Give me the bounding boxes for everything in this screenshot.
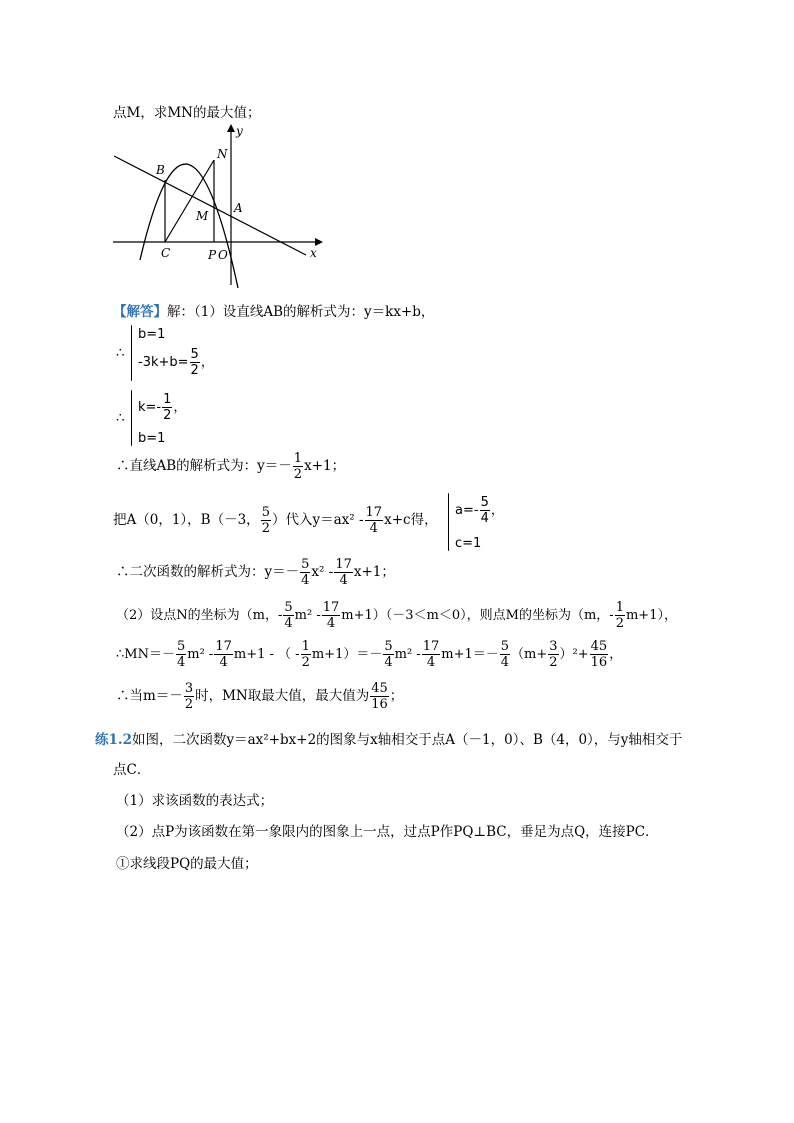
max-value-line: ∴当m＝－ $\frac{3}{2}$ 时，MN取最大值，最大值为 $\frac{45}{16}$ ； bbox=[116, 681, 404, 712]
sys2-line1: k=- $\frac{1}{2}$ ， bbox=[138, 392, 187, 423]
answer-tag: 【解答】 bbox=[113, 304, 167, 320]
exercise-q2-1: ①求线段PQ的最大值； bbox=[116, 856, 258, 872]
exercise-label: 练1.2 bbox=[95, 732, 132, 748]
line-ab bbox=[114, 156, 306, 255]
parabola-figure bbox=[108, 120, 323, 288]
exercise-line1: 练1.2如图，二次函数y＝ax²+bx+2的图象与x轴相交于点A（－1，0）、B（4，0），与y轴相交于 bbox=[95, 732, 683, 748]
sys2-line2: b=1 bbox=[138, 431, 166, 446]
exercise-line2: 点C． bbox=[113, 762, 151, 778]
mn-expression: ∴MN＝－ $\frac{5}{4}$ m² - $\frac{17}{4}$ m+1 - （ - $\frac{1}{2}$ m+1）＝－ $\frac{5}{4}$ m² - $\frac{17}{4}$ m+1＝－ $\frac{5}{4}$ （m+ $\frac{3}{2}$ ）²+ $\frac{45}{16}$ ， bbox=[116, 639, 623, 670]
x-axis-arrow bbox=[315, 238, 323, 246]
substitute-line: 把A（0，1），B（－3， $\frac{5}{2}$ ）代入y＝ax² - $\frac{17}{4}$ x+c得， bbox=[113, 505, 438, 536]
y-axis-arrow bbox=[227, 124, 235, 132]
sys3-line2: c=1 bbox=[455, 536, 482, 551]
part2-coordinates: （2）设点N的坐标为（m，- $\frac{5}{4}$ m² - $\frac{17}{4}$ m+1）（－3＜m＜0），则点M的坐标为（m，- $\frac{1}{2}$ m+1）， bbox=[116, 600, 677, 631]
label-y: y bbox=[236, 124, 243, 138]
exercise-q1: （1）求该函数的表达式； bbox=[116, 793, 274, 809]
answer-intro: 【解答】解：（1）设直线AB的解析式为：y＝kx+b， bbox=[113, 304, 435, 320]
label-m: M bbox=[196, 209, 209, 223]
line-ab-equation: ∴直线AB的解析式为：y＝－ $\frac{1}{2}$ x+1； bbox=[116, 451, 346, 482]
label-x: x bbox=[310, 246, 317, 260]
exercise-q2: （2）点P为该函数在第一象限内的图象上一点，过点P作PQ⊥BC，垂足为点Q，连接PC． bbox=[116, 824, 659, 840]
brace-2 bbox=[131, 390, 132, 446]
label-a: A bbox=[234, 201, 243, 215]
label-b: B bbox=[156, 163, 165, 177]
label-c: C bbox=[161, 246, 171, 260]
therefore-1: ∴ bbox=[116, 345, 125, 361]
therefore-2: ∴ bbox=[116, 410, 125, 426]
sys3-line1: a=- $\frac{5}{4}$ ， bbox=[455, 495, 504, 526]
label-o: O bbox=[218, 248, 228, 262]
continued-question-line: 点M，求MN的最大值； bbox=[113, 105, 261, 121]
brace-3 bbox=[448, 493, 449, 551]
sys1-line1: b=1 bbox=[138, 327, 166, 342]
label-n: N bbox=[217, 147, 228, 161]
quadratic-equation: ∴二次函数的解析式为：y＝－ $\frac{5}{4}$ x² - $\frac{17}{4}$ x+1； bbox=[116, 557, 395, 588]
label-p: P bbox=[208, 248, 217, 262]
parabola-curve bbox=[140, 164, 238, 288]
brace-1 bbox=[131, 325, 132, 381]
sys1-line2: -3k+b= $\frac{5}{2}$ ， bbox=[138, 347, 214, 378]
